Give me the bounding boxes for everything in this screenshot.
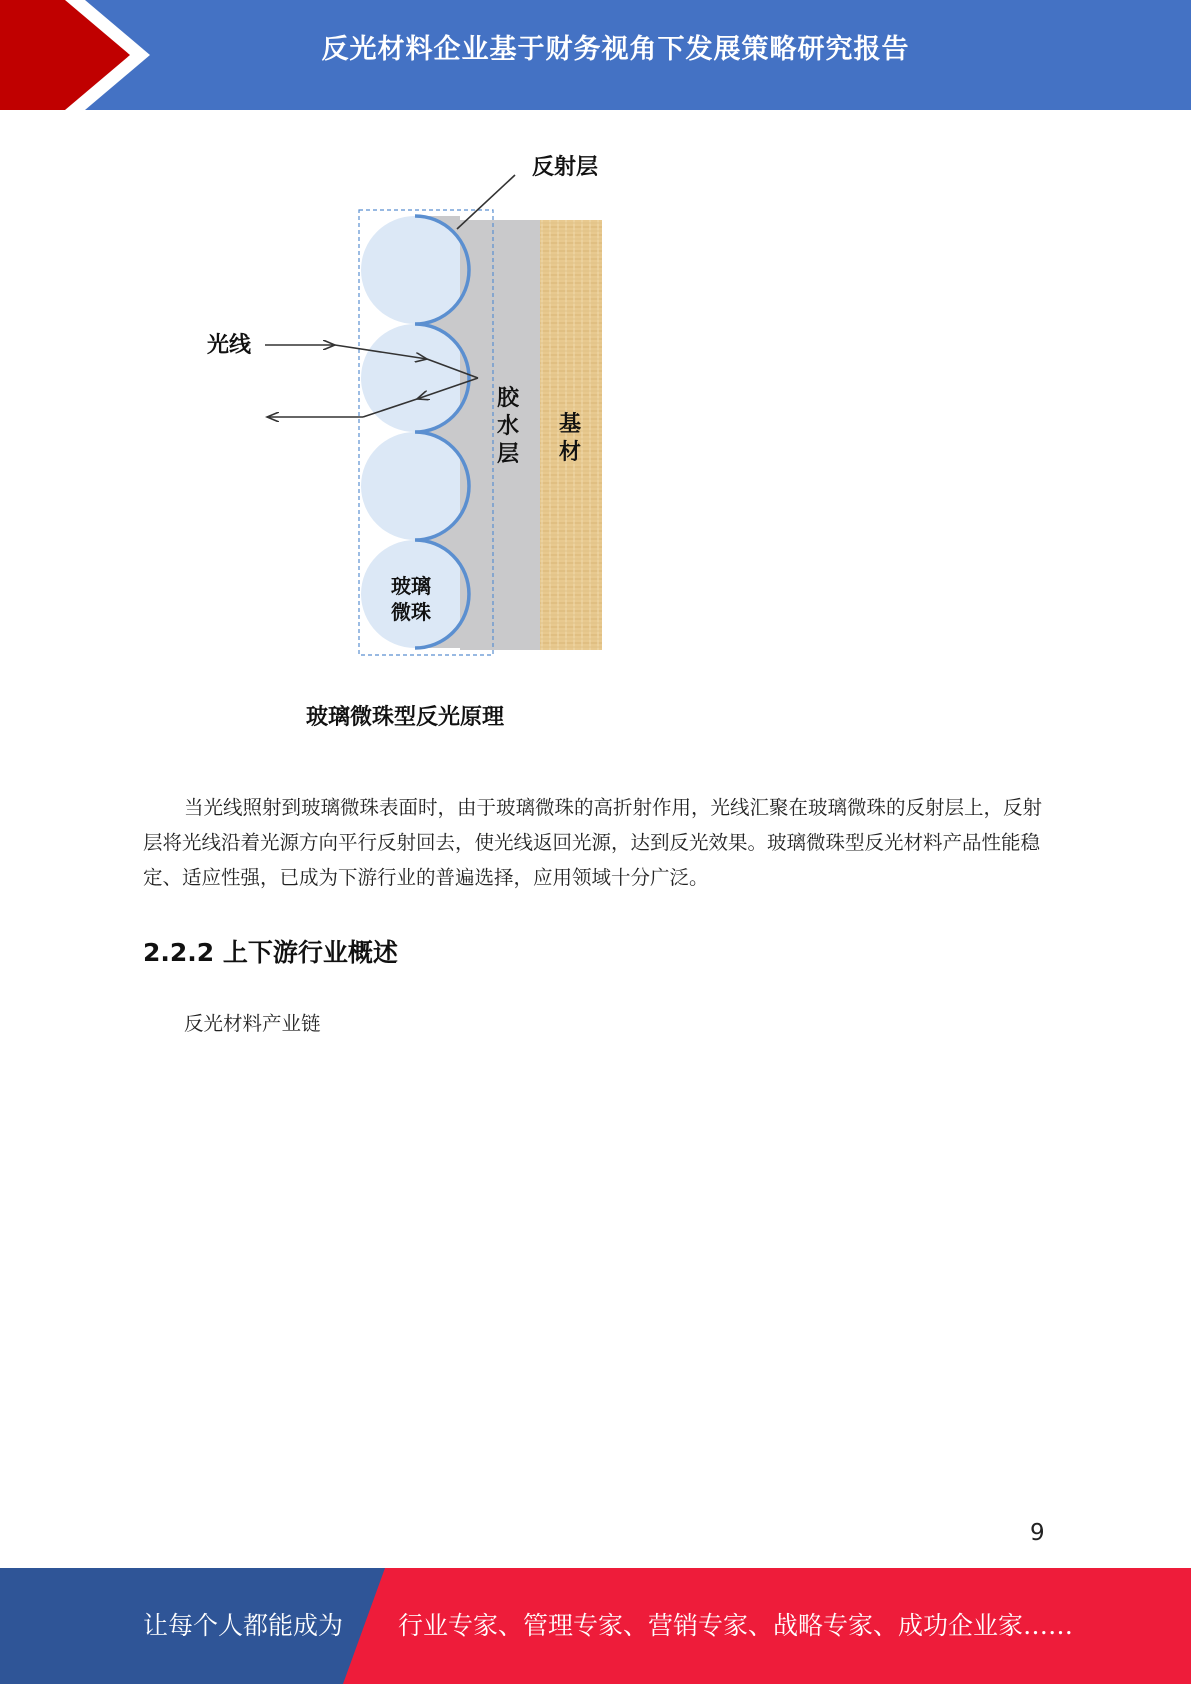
reflection-principle-figure — [195, 145, 630, 685]
label-light: 光线 — [207, 333, 252, 358]
label-glass-beads: 玻璃微珠 — [391, 574, 431, 624]
page-footer — [0, 1568, 1191, 1684]
label-adhesive-layer: 胶水层 — [496, 386, 519, 467]
figure-title-line: 反光材料产业链 — [184, 1012, 321, 1035]
label-substrate: 基材 — [558, 412, 581, 465]
page-header — [0, 0, 1191, 110]
footer-slogan-right: 行业专家、管理专家、营销专家、战略专家、成功企业家…… — [398, 1611, 1074, 1640]
section-heading: 2.2.2 上下游行业概述 — [143, 938, 398, 967]
figure-caption: 玻璃微珠型反光原理 — [306, 705, 505, 730]
body-paragraph: 当光线照射到玻璃微珠表面时，由于玻璃微珠的高折射作用，光线汇聚在玻璃微珠的反射层上，反射层将光线沿着光源方向平行反射回去，使光线返回光源，达到反光效果。玻璃微珠型反光材料产品性能稳定、适应性强，已成为下游行业的普遍选择，应用领域十分广泛。 — [143, 796, 1043, 889]
page-number: 9 — [1030, 1520, 1045, 1546]
footer-slogan-left: 让每个人都能成为 — [143, 1611, 344, 1640]
label-reflective-layer: 反射层 — [532, 155, 599, 180]
header-title: 反光材料企业基于财务视角下发展策略研究报告 — [321, 34, 910, 65]
